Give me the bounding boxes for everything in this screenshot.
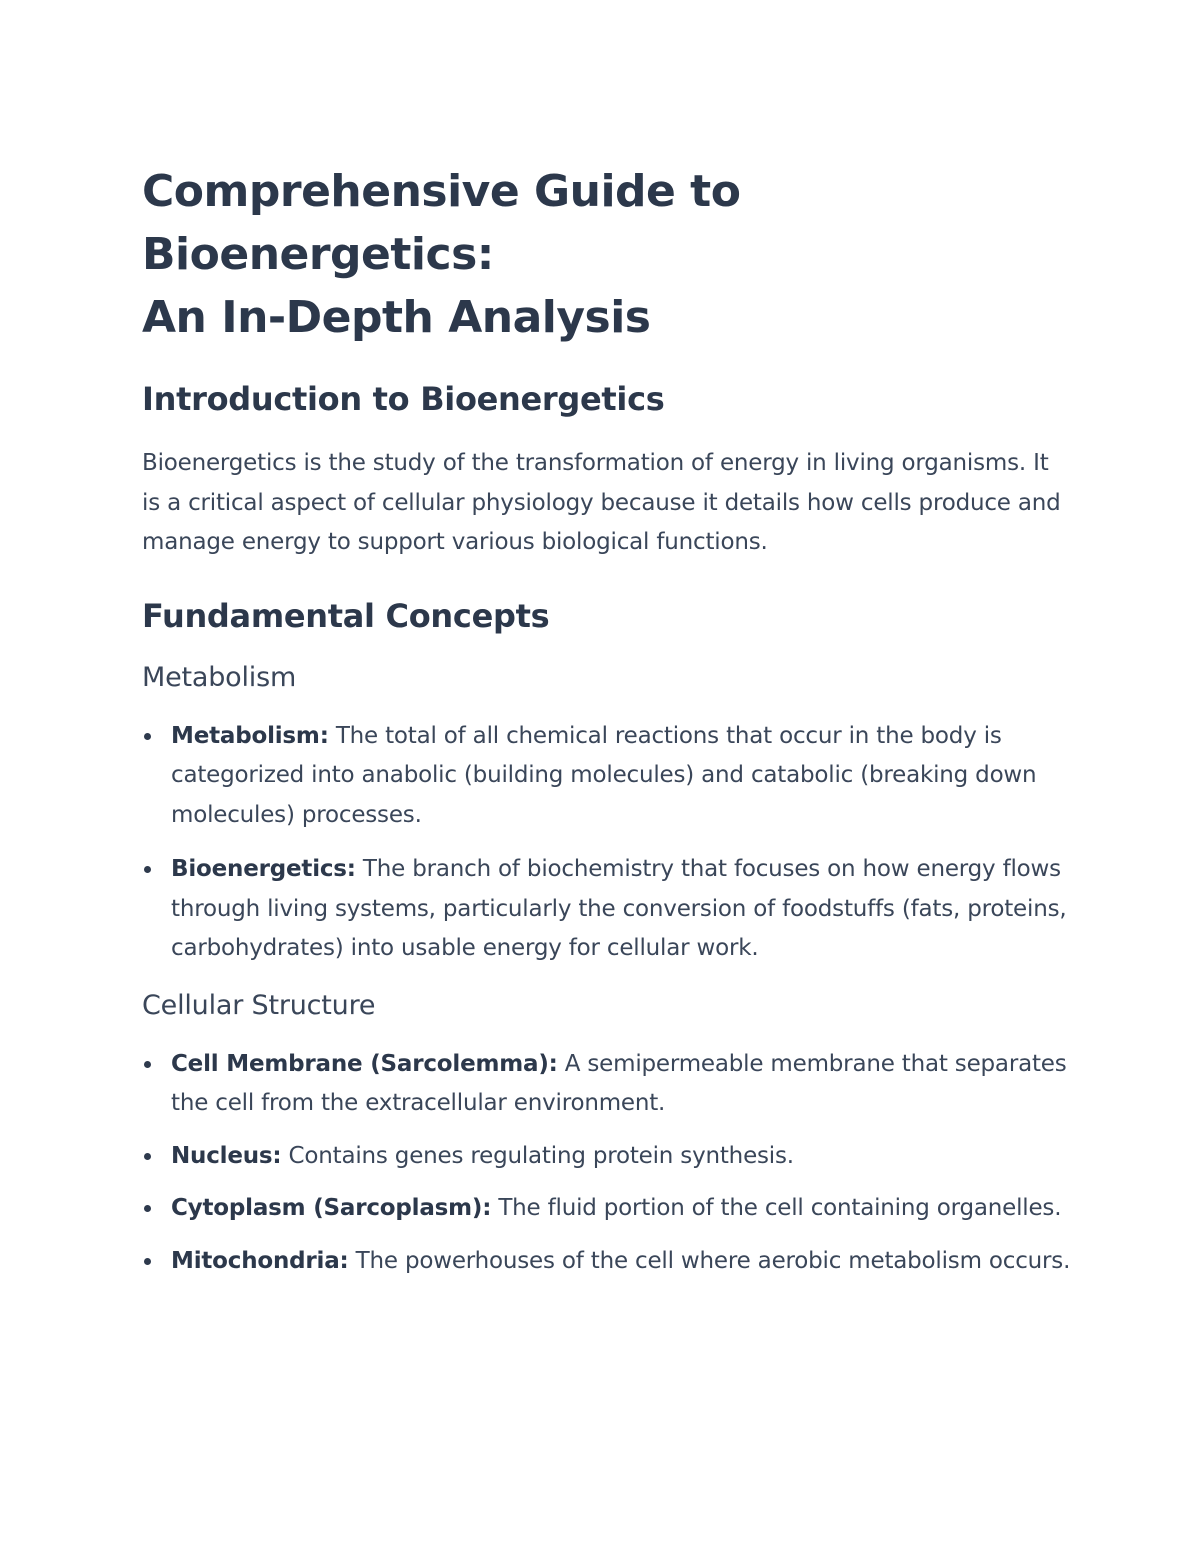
list-item-text: A semipermeable membrane that separates the cell from the extracellular environment.: [171, 1050, 1067, 1116]
bullet-icon: [144, 1061, 151, 1068]
bullet-icon: [144, 1258, 151, 1265]
title-line-2: An In-Depth Analysis: [142, 292, 651, 343]
list-item-term: Metabolism:: [171, 722, 329, 749]
document-title: [142, 160, 1072, 349]
list-item: [142, 1242, 1072, 1282]
list-item-text: The branch of biochemistry that focuses on how energy flows through living systems, particularly the conversion of foodstuffs (fats, proteins, carbohydrates) into usable energy for cellular work.: [171, 856, 1067, 961]
list-item: [142, 850, 1072, 969]
list-item-term: Cell Membrane (Sarcolemma):: [171, 1050, 558, 1077]
list-item: [142, 1045, 1072, 1124]
subheading-cellular-structure: Cellular Structure: [142, 989, 376, 1021]
bullet-icon: [144, 1205, 151, 1212]
list-item-text: The powerhouses of the cell where aerobic metabolism occurs.: [348, 1247, 1071, 1274]
metabolism-list: [142, 717, 1072, 969]
title-line-1: Comprehensive Guide to Bioenergetics:: [142, 166, 741, 280]
section-heading-fundamental-concepts: Fundamental Concepts: [142, 596, 550, 635]
list-item: [142, 717, 1072, 836]
list-item: [142, 1189, 1072, 1229]
list-item-text: The fluid portion of the cell containing organelles.: [491, 1195, 1062, 1221]
section-heading-introduction: Introduction to Bioenergetics: [142, 380, 665, 418]
bullet-icon: [144, 1153, 151, 1160]
subheading-metabolism: Metabolism: [142, 661, 297, 693]
list-item-text: The total of all chemical reactions that occur in the body is categorized into anabolic (building molecules) and catabolic (breaking down molecules) processes.: [171, 722, 1037, 828]
list-item-term: Cytoplasm (Sarcoplasm):: [171, 1195, 492, 1221]
bullet-icon: [144, 733, 151, 740]
list-item-text: Contains genes regulating protein synthesis.: [281, 1142, 794, 1169]
list-item-term: Nucleus:: [171, 1142, 282, 1169]
list-item: [142, 1137, 1072, 1177]
bullet-icon: [144, 866, 151, 873]
cellular-structure-list: [142, 1045, 1072, 1282]
list-item-term: Mitochondria:: [171, 1247, 349, 1274]
list-item-term: Bioenergetics:: [171, 856, 356, 882]
document-page: [142, 160, 1072, 1294]
introduction-paragraph: Bioenergetics is the study of the transformation of energy in living organisms. It is a critical aspect of cellular physiology because it details how cells produce and manage energy to support various biological functions.: [142, 450, 1061, 555]
